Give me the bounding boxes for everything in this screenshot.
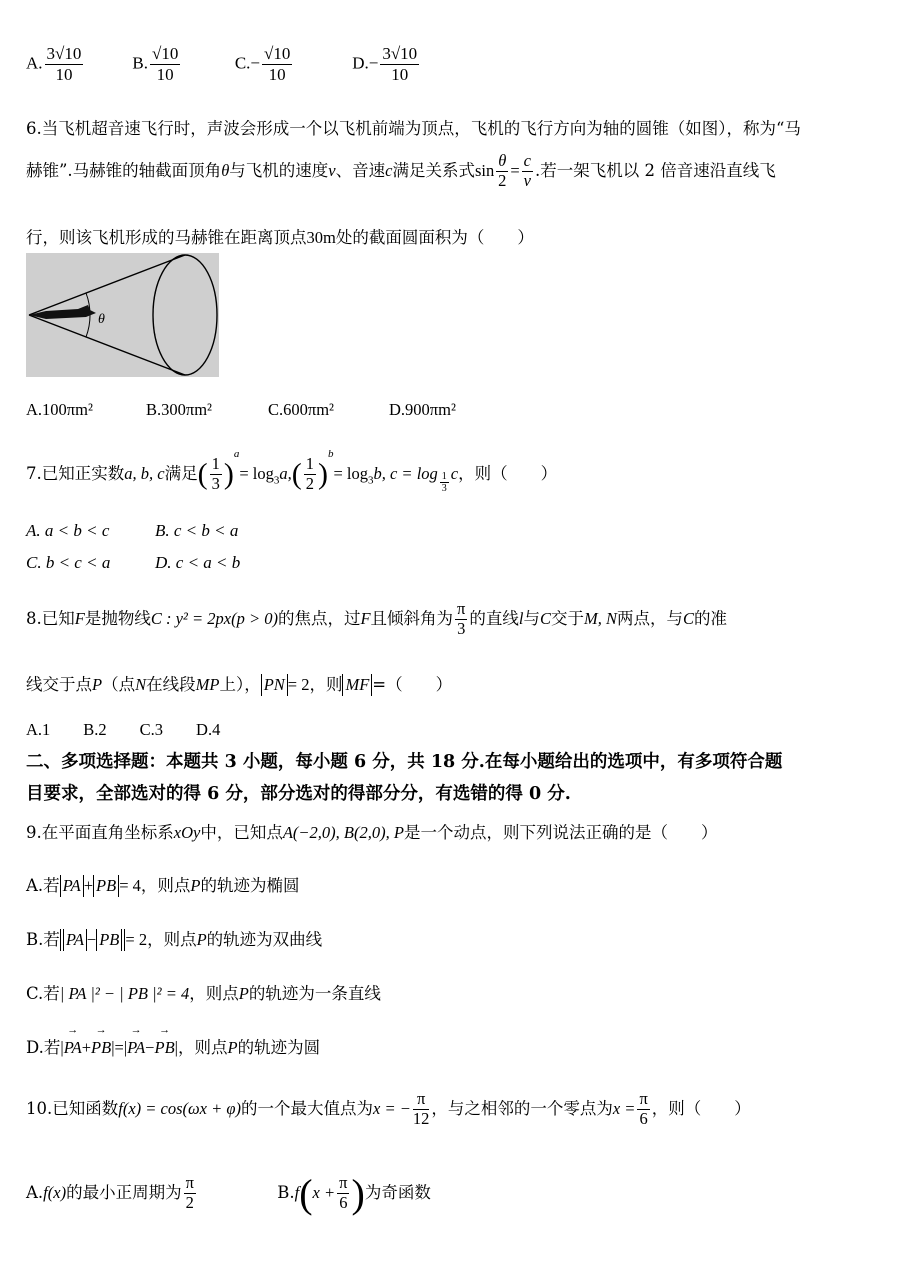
q10-opt-b: B.f(x + $\frac{\pi}{6}$ )为奇函数 — [277, 1171, 431, 1216]
mach-cone-figure — [26, 253, 219, 377]
q10-stem: 10.已知函数f(x) = cos(ωx + φ)的一个最大值点为x = − $\frac{\pi}{12}$ ，与之相邻的一个零点为x = $\frac{\pi}{6}$ ，则（ ） — [26, 1089, 751, 1128]
q6-options: A.100πm² B.300πm² C.600πm² D.900πm² — [26, 400, 456, 419]
cone-lower-edge — [29, 315, 185, 375]
q7-options-row1: A. a < b < c B. c < b < a — [26, 521, 239, 540]
q5-opt-c: C.− $\frac{√10}{10}$ — [234, 44, 291, 84]
q7-stem: 7.已知正实数a, b, c满足( $\frac{1}{3}$ )$^a= \log_3a$,( $\frac{1}{2}$ )$^b= \log_3b$, c = log $\frac{1}{3}$ c，则（ ） — [26, 448, 558, 494]
q10-opt-a: A.f(x)的最小正周期为 $\frac{\pi}{2}$ — [26, 1173, 194, 1212]
q8-options: A.1 B.2 C.3 D.4 — [26, 720, 221, 739]
section2-line2: 目要求，全部选对的得 6 分，部分选对的得部分分，有选错的得 0 分. — [26, 784, 571, 804]
q9-option-b: B.若 PA − PB = 2，则点P的轨迹为双曲线 — [26, 930, 323, 949]
q9-option-c: C.若| PA |² − | PB |² = 4，则点P的轨迹为一条直线 — [26, 984, 381, 1003]
q10-options — [26, 1170, 431, 1217]
q6-line3: 行，则该飞机形成的马赫锥在距离顶点30m处的截面圆面积为（ ） — [26, 228, 534, 247]
q6-line2: 赫锥”.马赫锥的轴截面顶角θ与飞机的速度v、音速c满足关系式sin $\frac{\theta}{2}$ = $\frac{c}{v}$ .若一架飞机以 2 倍音速沿直线飞 — [26, 151, 776, 190]
theta-label: θ — [98, 312, 105, 327]
q7-options-row2: C. b < c < a D. c < a < b — [26, 553, 241, 572]
q5-opt-d: D.− $\frac{3√10}{10}$ — [352, 44, 418, 84]
cone-base-ellipse-back — [153, 255, 185, 375]
q6-line1: 6.当飞机超音速飞行时，声波会形成一个以飞机前端为顶点，飞机的飞行方向为轴的圆锥（如图），称为“马 — [26, 119, 801, 138]
q8-line2: 线交于点P（点N在线段MP上）， PN = 2，则 MF =（ ） — [26, 675, 453, 694]
section2-line1: 二、多项选择题：本题共 3 小题，每小题 6 分，共 18 分.在每小题给出的选项中，有多项符合题 — [26, 752, 783, 772]
q9-stem: 9.在平面直角坐标系xOy中，已知点A(−2,0), B(2,0), P是一个动点，则下列说法正确的是（ ） — [26, 823, 718, 842]
q5-options — [26, 44, 421, 84]
q9-option-a: A.若 PA + PB = 4，则点P的轨迹为椭圆 — [26, 876, 300, 895]
cone-upper-edge — [29, 255, 185, 315]
q5-opt-b: B. $\frac{√10}{10}$ — [132, 44, 179, 84]
mach-cone-diagram — [26, 253, 219, 377]
q5-opt-a: A. $\frac{3√10}{10}$ — [26, 44, 82, 84]
q9-option-d: D.若|→ PA+→ PB|=|→ PA−→ PB|，则点P的轨迹为圆 — [26, 1034, 320, 1058]
airplane-icon — [29, 305, 96, 319]
q8-line1: 8.已知F是抛物线C : y² = 2px(p > 0)的焦点，过F且倾斜角为 $\frac{\pi}{3}$ 的直线l与C交于M, N两点，与C的准 — [26, 599, 728, 638]
